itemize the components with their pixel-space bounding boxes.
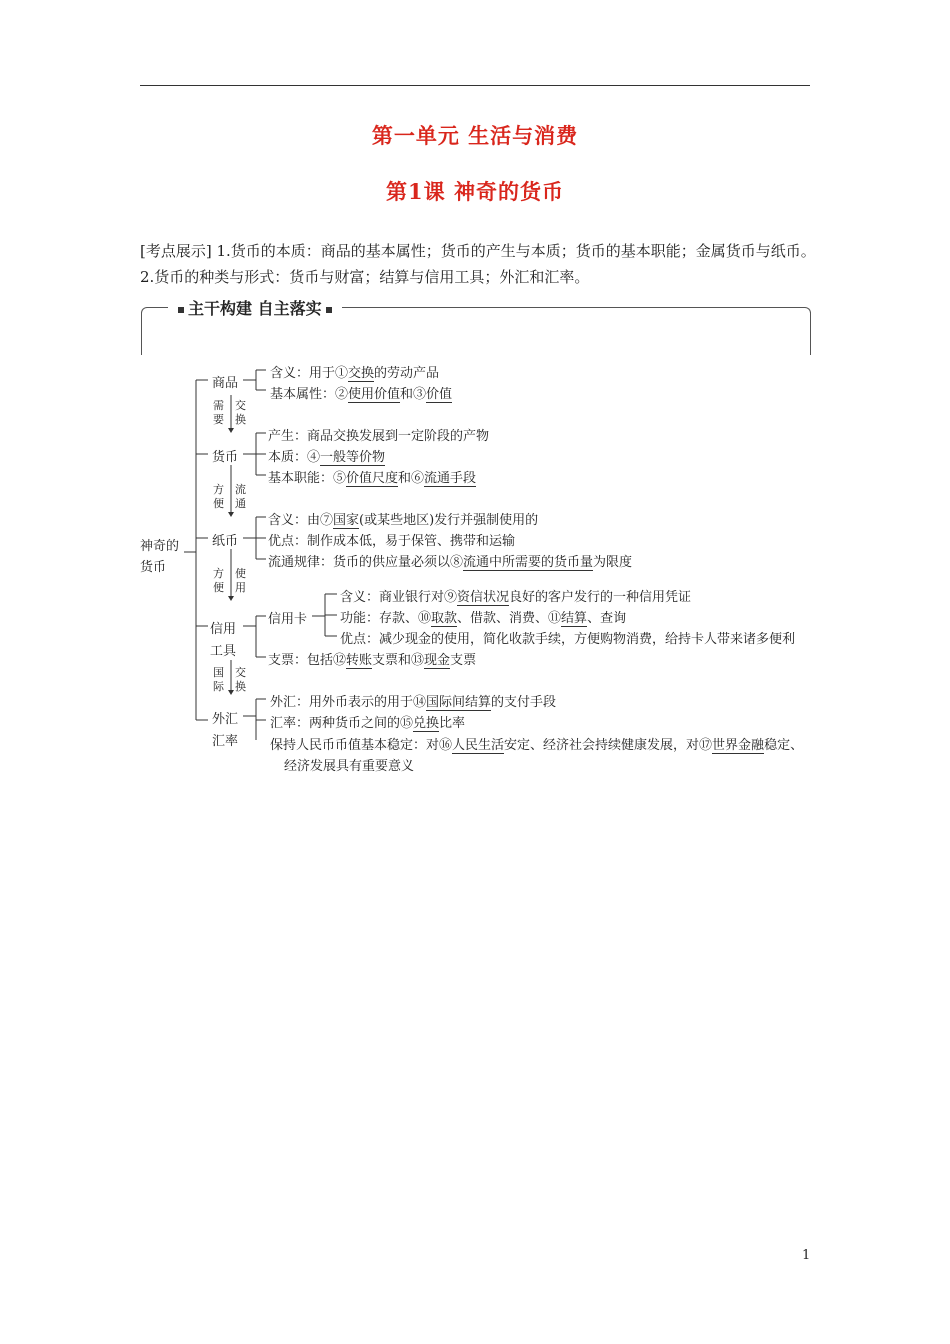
xinyong-item-check: 支票：包括⑫转账支票和⑬现金支票 bbox=[268, 653, 477, 668]
arrow-down-icon bbox=[228, 512, 234, 517]
root-node-line2: 货币 bbox=[140, 560, 167, 575]
connector-label: 方 便 bbox=[213, 567, 224, 594]
waihui-item-rate: 汇率：两种货币之间的⑮兑换比率 bbox=[270, 716, 466, 731]
zhibi-item-law: 流通规律：货币的供应量必须以⑧流通中所需要的货币量为限度 bbox=[268, 555, 633, 570]
shangpin-item-attributes: 基本属性：②使用价值和③价值 bbox=[270, 387, 453, 402]
arrow-down-icon bbox=[228, 596, 234, 601]
zhibi-item-advantages: 优点：制作成本低，易于保管、携带和运输 bbox=[268, 534, 516, 549]
root-node-line1: 神奇的 bbox=[140, 539, 180, 554]
waihui-item-stability: 保持人民币币值基本稳定：对⑯人民生活安定、经济社会持续健康发展，对⑰世界金融稳定、 bbox=[270, 738, 804, 753]
connector-label: 需 要 bbox=[213, 399, 224, 426]
unit-title: 第一单元 生活与消费 bbox=[371, 123, 579, 148]
node-xinyong-line2: 工具 bbox=[210, 644, 237, 659]
node-xinyong-line1: 信用 bbox=[210, 622, 237, 637]
huobi-item-functions: 基本职能：⑤价值尺度和⑥流通手段 bbox=[268, 471, 477, 486]
connector-label: 流 通 bbox=[235, 483, 246, 510]
connector-label: 国 际 bbox=[213, 666, 224, 693]
huobi-item-origin: 产生：商品交换发展到一定阶段的产物 bbox=[268, 429, 490, 444]
node-huobi: 货币 bbox=[212, 450, 239, 465]
xinyong-card-label: 信用卡 bbox=[268, 612, 308, 627]
lesson-title: 第1课 神奇的货币 bbox=[386, 179, 564, 204]
card-item-functions: 功能：存款、⑩取款、借款、消费、⑪结算、查询 bbox=[340, 611, 627, 626]
arrow-down-icon bbox=[228, 428, 234, 433]
card-item-advantages: 优点：减少现金的使用，简化收款手续，方便购物消费，给持卡人带来诸多便利 bbox=[340, 632, 796, 647]
page-number: 1 bbox=[802, 1248, 811, 1263]
connector-label: 使 用 bbox=[235, 567, 246, 594]
connector-label: 交 换 bbox=[235, 666, 246, 693]
card-item-meaning: 含义：商业银行对⑨资信状况良好的客户发行的一种信用凭证 bbox=[340, 590, 692, 605]
connector-label: 方 便 bbox=[213, 483, 224, 510]
waihui-item-forex: 外汇：用外币表示的用于⑭国际间结算的支付手段 bbox=[270, 695, 557, 710]
huobi-item-essence: 本质：④一般等价物 bbox=[268, 450, 386, 465]
waihui-item-stability-cont: 经济发展具有重要意义 bbox=[284, 759, 415, 774]
arrow-down-icon bbox=[228, 690, 234, 695]
zhibi-item-meaning: 含义：由⑦国家(或某些地区)发行并强制使用的 bbox=[268, 513, 539, 528]
connector-label: 交 换 bbox=[235, 399, 246, 426]
section-title-text: 主干构建 自主落实 bbox=[188, 299, 322, 318]
node-zhibi: 纸币 bbox=[212, 534, 239, 549]
node-waihui-line2: 汇率 bbox=[212, 734, 239, 749]
node-waihui-line1: 外汇 bbox=[212, 712, 239, 727]
shangpin-item-meaning: 含义：用于①交换的劳动产品 bbox=[270, 366, 440, 381]
exam-points: [考点展示] 1.货币的本质：商品的基本属性；货币的产生与本质；货币的基本职能；金属货币与纸币。2.货币的种类与形式：货币与财富；结算与信用工具；外汇和汇率。 bbox=[140, 242, 816, 286]
node-shangpin: 商品 bbox=[212, 376, 239, 391]
